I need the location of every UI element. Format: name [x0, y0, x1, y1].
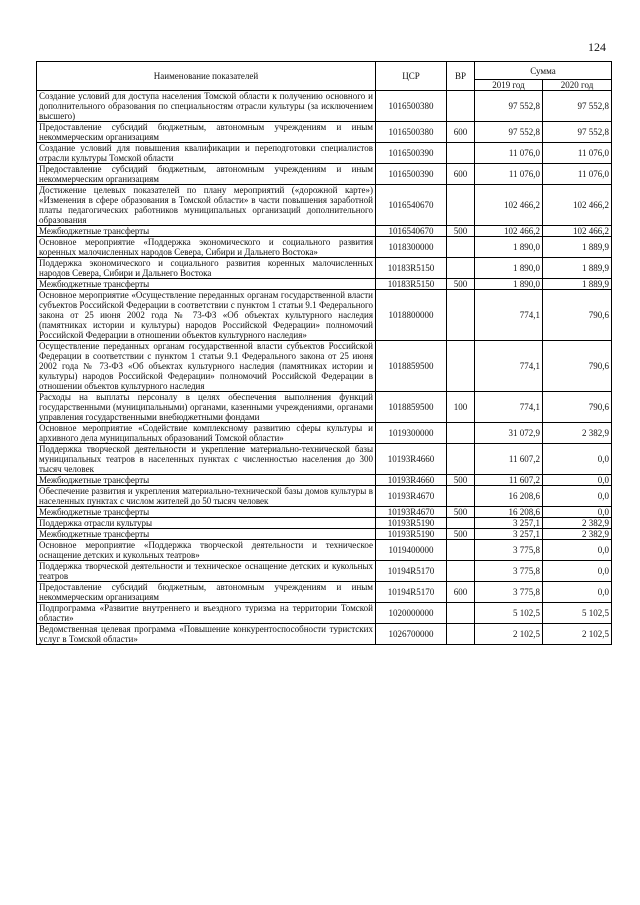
- row-vr: 100: [447, 392, 475, 423]
- header-csr: ЦСР: [376, 62, 447, 91]
- row-value-2019: 774,1: [475, 290, 543, 341]
- row-value-2020: 0,0: [543, 444, 612, 475]
- row-vr: [447, 423, 475, 444]
- row-csr: 1019300000: [376, 423, 447, 444]
- row-name: Обеспечение развития и укрепления материально-технической базы домов культуры в населенных пунктах с числом жителей до 50 тысяч человек: [37, 486, 376, 507]
- row-vr: [447, 258, 475, 279]
- table-row: [37, 341, 612, 392]
- header-name: Наименование показателей: [37, 62, 376, 91]
- row-csr: 10193R4670: [376, 507, 447, 518]
- row-csr: 10194R5170: [376, 561, 447, 582]
- page-number: 124: [588, 40, 606, 54]
- row-vr: 600: [447, 164, 475, 185]
- row-vr: [447, 518, 475, 529]
- row-name: Подпрограмма «Развитие внутреннего и въездного туризма на территории Томской области»: [37, 603, 376, 624]
- table-row: [37, 486, 612, 507]
- row-value-2020: 11 076,0: [543, 143, 612, 164]
- row-vr: [447, 91, 475, 122]
- row-name: Межбюджетные трансферты: [37, 226, 376, 237]
- row-value-2019: 774,1: [475, 341, 543, 392]
- table-row: [37, 279, 612, 290]
- row-value-2019: 3 775,8: [475, 540, 543, 561]
- row-name: Предоставление субсидий бюджетным, автономным учреждениям и иным некоммерческим организациям: [37, 164, 376, 185]
- row-vr: [447, 341, 475, 392]
- table-row: [37, 444, 612, 475]
- table-row: [37, 507, 612, 518]
- row-csr: 10183R5150: [376, 258, 447, 279]
- row-value-2019: 3 775,8: [475, 561, 543, 582]
- row-value-2020: 102 466,2: [543, 226, 612, 237]
- row-name: Создание условий для доступа населения Томской области к получению основного и дополнительного образования по специальностям отрасли культуры (за исключением высшего): [37, 91, 376, 122]
- row-name: Расходы на выплаты персоналу в целях обеспечения выполнения функций государственными (муниципальными) органами, казенными учреждениями, органами управления государственными внебюджетными фондами: [37, 392, 376, 423]
- table-row: [37, 561, 612, 582]
- row-vr: [447, 237, 475, 258]
- row-csr: 10194R5170: [376, 582, 447, 603]
- row-value-2019: 774,1: [475, 392, 543, 423]
- row-value-2020: 0,0: [543, 561, 612, 582]
- table-row: [37, 518, 612, 529]
- row-value-2020: 790,6: [543, 392, 612, 423]
- table-row: [37, 290, 612, 341]
- row-value-2019: 3 775,8: [475, 582, 543, 603]
- row-value-2020: 2 382,9: [543, 529, 612, 540]
- row-csr: 1018800000: [376, 290, 447, 341]
- row-value-2019: 5 102,5: [475, 603, 543, 624]
- table-row: [37, 540, 612, 561]
- table-row: [37, 475, 612, 486]
- row-value-2019: 3 257,1: [475, 518, 543, 529]
- row-name: Межбюджетные трансферты: [37, 475, 376, 486]
- table-row: [37, 582, 612, 603]
- row-value-2020: 1 889,9: [543, 279, 612, 290]
- row-value-2019: 1 890,0: [475, 279, 543, 290]
- row-csr: 1020000000: [376, 603, 447, 624]
- row-csr: 1018859500: [376, 341, 447, 392]
- row-vr: [447, 486, 475, 507]
- row-name: Предоставление субсидий бюджетным, автономным учреждениям и иным некоммерческим организациям: [37, 582, 376, 603]
- row-name: Межбюджетные трансферты: [37, 529, 376, 540]
- row-value-2020: 97 552,8: [543, 91, 612, 122]
- table-row: [37, 529, 612, 540]
- row-value-2020: 790,6: [543, 290, 612, 341]
- row-name: Основное мероприятие «Содействие комплексному развитию сферы культуры и архивного дела муниципальных образований Томской области»: [37, 423, 376, 444]
- row-name: Межбюджетные трансферты: [37, 279, 376, 290]
- row-vr: [447, 444, 475, 475]
- row-value-2019: 1 890,0: [475, 258, 543, 279]
- row-vr: [447, 603, 475, 624]
- row-vr: 500: [447, 529, 475, 540]
- header-vr: ВР: [447, 62, 475, 91]
- row-vr: [447, 561, 475, 582]
- row-csr: 1016540670: [376, 185, 447, 226]
- row-value-2019: 16 208,6: [475, 507, 543, 518]
- table-row: [37, 226, 612, 237]
- row-value-2019: 11 076,0: [475, 143, 543, 164]
- table-row: [37, 258, 612, 279]
- row-name: Основное мероприятие «Осуществление переданных органам государственной власти субъектов Российской Федерации в соответствии с пунктом 1 статьи 9.1 Федерального закона от 25 июня 2002 года № 73-ФЗ «Об объектах культурного наследия (памятниках истории и культуры) народов Российской Федерации» полномочий Российской Федерации в отношении объектов культурного наследия»: [37, 290, 376, 341]
- row-value-2020: 0,0: [543, 507, 612, 518]
- row-csr: 10193R5190: [376, 529, 447, 540]
- row-name: Поддержка творческой деятельности и техническое оснащение детских и кукольных театров: [37, 561, 376, 582]
- row-value-2019: 11 607,2: [475, 444, 543, 475]
- row-vr: 600: [447, 122, 475, 143]
- row-value-2020: 97 552,8: [543, 122, 612, 143]
- row-csr: 1016500390: [376, 143, 447, 164]
- row-vr: [447, 143, 475, 164]
- row-value-2020: 0,0: [543, 582, 612, 603]
- row-vr: 500: [447, 475, 475, 486]
- row-vr: [447, 185, 475, 226]
- row-value-2020: 790,6: [543, 341, 612, 392]
- row-value-2019: 31 072,9: [475, 423, 543, 444]
- row-value-2020: 1 889,9: [543, 258, 612, 279]
- row-value-2020: 0,0: [543, 540, 612, 561]
- header-2019: 2019 год: [475, 80, 543, 91]
- table-row: [37, 91, 612, 122]
- row-vr: 500: [447, 507, 475, 518]
- row-value-2020: 11 076,0: [543, 164, 612, 185]
- row-name: Предоставление субсидий бюджетным, автономным учреждениям и иным некоммерческим организациям: [37, 122, 376, 143]
- row-csr: 1019400000: [376, 540, 447, 561]
- header-sum: Сумма: [475, 62, 612, 80]
- row-name: Поддержка отрасли культуры: [37, 518, 376, 529]
- row-value-2020: 0,0: [543, 486, 612, 507]
- row-csr: 1016540670: [376, 226, 447, 237]
- row-value-2020: 5 102,5: [543, 603, 612, 624]
- table-row: [37, 185, 612, 226]
- table-row: [37, 143, 612, 164]
- row-name: Основное мероприятие «Поддержка экономического и социального развития коренных малочисленных народов Севера, Сибири и Дальнего Востока»: [37, 237, 376, 258]
- table-row: [37, 423, 612, 444]
- row-vr: [447, 290, 475, 341]
- row-value-2020: 2 382,9: [543, 423, 612, 444]
- row-value-2020: 1 889,9: [543, 237, 612, 258]
- row-value-2020: 0,0: [543, 475, 612, 486]
- row-value-2019: 1 890,0: [475, 237, 543, 258]
- row-vr: 500: [447, 279, 475, 290]
- row-value-2019: 102 466,2: [475, 185, 543, 226]
- header-2020: 2020 год: [543, 80, 612, 91]
- row-vr: 500: [447, 226, 475, 237]
- row-name: Поддержка творческой деятельности и укрепление материально-технической базы муниципальных театров в населенных пунктах с численностью населения до 300 тысяч человек: [37, 444, 376, 475]
- row-csr: 1018300000: [376, 237, 447, 258]
- row-value-2019: 3 257,1: [475, 529, 543, 540]
- table-row: [37, 164, 612, 185]
- row-value-2019: 97 552,8: [475, 91, 543, 122]
- row-csr: 1016500380: [376, 91, 447, 122]
- row-csr: 10193R5190: [376, 518, 447, 529]
- row-name: Осуществление переданных органам государственной власти субъектов Российской Федерации в соответствии с пунктом 1 статьи 9.1 Федерального закона от 25 июня 2002 года № 73-ФЗ «Об объектах культурного наследия (памятниках истории и культуры) народов Российской Федерации» полномочий Российской Федерации в отношении объектов культурного наследия: [37, 341, 376, 392]
- row-value-2019: 11 607,2: [475, 475, 543, 486]
- row-name: Поддержка экономического и социального развития коренных малочисленных народов Севера, Сибири и Дальнего Востока: [37, 258, 376, 279]
- row-name: Ведомственная целевая программа «Повышение конкурентоспособности туристских услуг в Томской области»: [37, 624, 376, 645]
- row-value-2019: 11 076,0: [475, 164, 543, 185]
- row-name: Достижение целевых показателей по плану мероприятий («дорожной карте») «Изменения в сфере образования в Томской области» в части повышения заработной платы педагогических работников муниципальных организаций дополнительного образования: [37, 185, 376, 226]
- budget-table: [36, 61, 612, 645]
- row-csr: 10193R4670: [376, 486, 447, 507]
- row-vr: 600: [447, 582, 475, 603]
- row-csr: 1018859500: [376, 392, 447, 423]
- row-csr: 1026700000: [376, 624, 447, 645]
- row-value-2019: 97 552,8: [475, 122, 543, 143]
- row-value-2019: 102 466,2: [475, 226, 543, 237]
- table-row: [37, 392, 612, 423]
- row-value-2020: 102 466,2: [543, 185, 612, 226]
- row-value-2019: 16 208,6: [475, 486, 543, 507]
- row-name: Создание условий для повышения квалификации и переподготовки специалистов отрасли культуры Томской области: [37, 143, 376, 164]
- row-csr: 10183R5150: [376, 279, 447, 290]
- table-row: [37, 603, 612, 624]
- row-value-2020: 2 102,5: [543, 624, 612, 645]
- row-name: Межбюджетные трансферты: [37, 507, 376, 518]
- row-csr: 1016500390: [376, 164, 447, 185]
- row-vr: [447, 540, 475, 561]
- table-row: [37, 624, 612, 645]
- row-csr: 1016500380: [376, 122, 447, 143]
- row-value-2019: 2 102,5: [475, 624, 543, 645]
- table-row: [37, 122, 612, 143]
- row-value-2020: 2 382,9: [543, 518, 612, 529]
- table-row: [37, 237, 612, 258]
- row-csr: 10193R4660: [376, 475, 447, 486]
- row-vr: [447, 624, 475, 645]
- row-name: Основное мероприятие «Поддержка творческой деятельности и техническое оснащение детских и кукольных театров»: [37, 540, 376, 561]
- row-csr: 10193R4660: [376, 444, 447, 475]
